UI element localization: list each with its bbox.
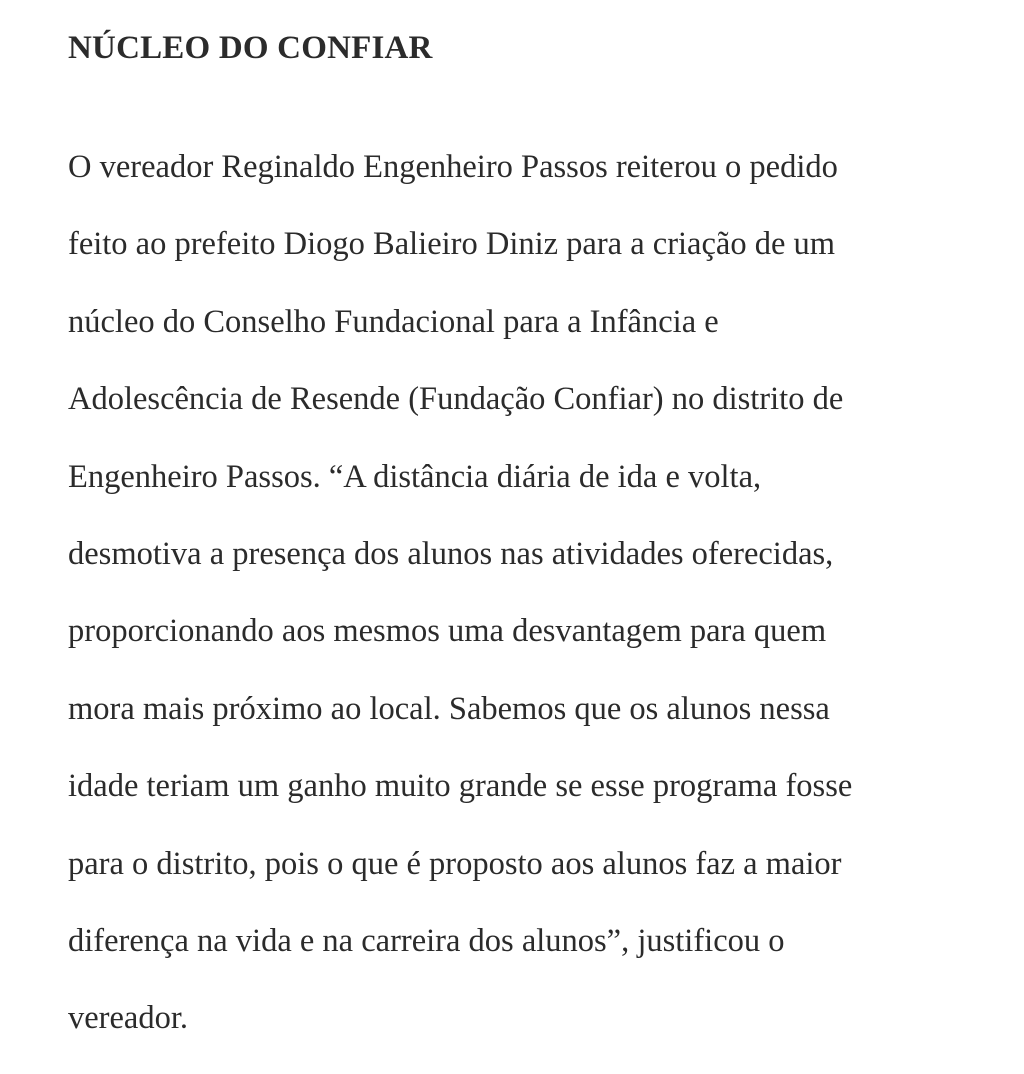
body-line: Adolescência de Resende (Fundação Confiar) no distrito de [68,381,844,418]
body-line: proporcionando aos mesmos uma desvantagem para quem [68,613,827,650]
body-line: feito ao prefeito Diogo Balieiro Diniz para a criação de um [68,226,836,263]
body-line: idade teriam um ganho muito grande se esse programa fosse [68,768,853,805]
body-line: Engenheiro Passos. “A distância diária de ida e volta, [68,458,762,495]
body-line: para o distrito, pois o que é proposto aos alunos faz a maior [68,845,842,882]
body-line: núcleo do Conselho Fundacional para a Infância e [68,303,719,340]
body-line: O vereador Reginaldo Engenheiro Passos reiterou o pedido [68,149,838,185]
article-body [68,145,968,1074]
body-line: desmotiva a presença dos alunos nas atividades oferecidas, [68,535,834,572]
article-title: NÚCLEO DO CONFIAR [68,30,433,66]
body-line: mora mais próximo ao local. Sabemos que os alunos nessa [68,690,830,727]
body-line: diferença na vida e na carreira dos alunos”, justificou o [68,922,785,959]
body-line: vereador. [68,1000,189,1037]
